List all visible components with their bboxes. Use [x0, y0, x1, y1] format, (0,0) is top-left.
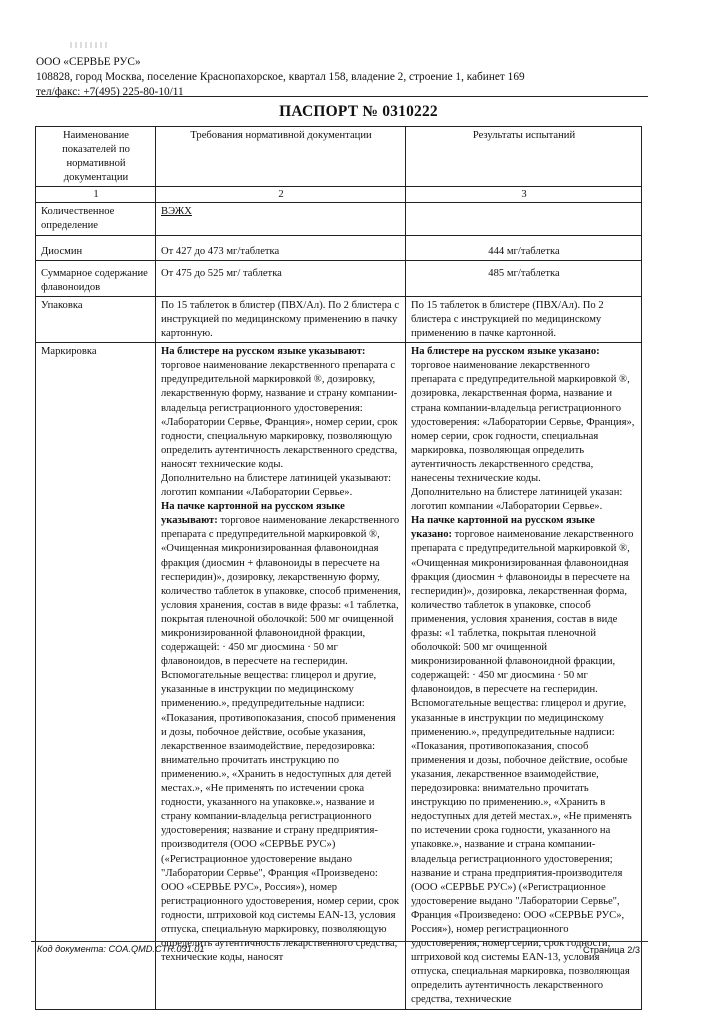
table-row-packaging: [36, 296, 642, 342]
cell-name: Количественное определение: [36, 203, 156, 235]
blister-marking-requirement: [161, 345, 401, 472]
column-header-results: Результаты испытаний: [406, 127, 642, 187]
document-title: ПАСПОРТ № 0310222: [279, 103, 438, 120]
table-header-row: [36, 127, 642, 187]
carton-text: торговое наименование лекарственного препарата с предупредительной маркировкой ®, «Очищенная микронизированная флавоноидная фракция (диосмин + флавоноиды в пересчете на гесперидин)», дозировку, лекарственную форму, количество таблеток в упаковке, способ применения, условия хранения, состав в виде фразы: «1 таблетка, покрытая пленочной оболочкой: 500 мг очищенной микронизированной флавоноидной фракции, содержащей: · 450 мг диосмина · 50 мг флавоноидов, в пересчете на гесперидин. Вспомогательные вещества: глицерол и другие, указанные в инструкции по медицинскому применению.», предупредительные надписи: «Показания, противопоказания, способ применения и дозы, побочное действие, особые указания, лекарственное взаимодействие, передозировка: внимательно прочитать инструкцию по применению.», «Хранить в недоступных для детей местах.», «Не применять по истечении срока годности, указанного на упаковке.», название и страну компании-владельца регистрационного удостоверения; название и страну предприятия-производителя (ООО «СЕРВЬЕ РУС») («Регистрационное удостоверение выдано "Лаборатории Сервье", Франция «Произведено: ООО «СЕРВЬЕ РУС», Россия»), номер регистрационного удостоверения, номер серии, срок годности, штриховой код системы EAN-13, условия отпуска, специальную маркировку, позволяющую определить аутентичность лекарственного средства, технические коды, наносят: [161, 515, 401, 964]
blister-text: торговое наименование лекарственного препарата с предупредительной маркировкой ®, дозировка, лекарственная форма, название и страна компании-владельца регистрационного удостоверения: «Лаборатории Сервье, Франция», номер серии, срок годности, специальная маркировка, позволяющая определить аутентичность лекарственного средства, нанесены технические коды.: [411, 360, 635, 484]
blister-heading: На блистере на русском языке указывают:: [161, 346, 366, 358]
cell-result: [406, 343, 642, 1009]
column-number: 3: [406, 187, 642, 203]
cell-requirement: По 15 таблеток в блистер (ПВХ/Ал). По 2 блистера с инструкцией по медицинскому применению в пачку картонную.: [156, 296, 406, 342]
column-number: 1: [36, 187, 156, 203]
method-label: ВЭЖХ: [161, 206, 192, 218]
page-number: Страница 2/3: [583, 945, 640, 955]
cell-requirement: [156, 203, 406, 235]
cell-result: 444 мг/таблетка: [406, 235, 642, 260]
company-header: [36, 55, 525, 100]
blister-marking-result: [411, 345, 637, 486]
header-divider: [36, 96, 648, 97]
blister-latin-requirement: Дополнительно на блистере латиницей указывают: логотип компании «Лаборатории Сервье».: [161, 472, 392, 499]
scan-artifact: [70, 42, 110, 48]
company-name: ООО «СЕРВЬЕ РУС»: [36, 56, 141, 68]
table-row-quantitative: [36, 203, 642, 235]
column-header-indicator: Наименование показателей по нормативной документации: [36, 127, 156, 187]
cell-requirement: От 427 до 473 мг/таблетка: [156, 235, 406, 260]
blister-latin-result: Дополнительно на блистере латиницей указан: логотип компании «Лаборатории Сервье».: [411, 487, 623, 513]
cell-result: По 15 таблеток в блистере (ПВХ/Ал). По 2 блистера с инструкцией по медицинскому применению в пачке картонной.: [406, 296, 642, 342]
document-code: Код документа: COA.QMD.CTR.031.01: [37, 944, 205, 954]
footer-divider: [31, 941, 648, 942]
blister-heading: На блистере на русском языке указано:: [411, 346, 600, 358]
table-row-marking: [36, 343, 642, 1009]
company-address: 108828, город Москва, поселение Краснопахорское, квартал 158, владение 2, строение 1, кабинет 169: [36, 71, 525, 83]
carton-marking-result: [411, 514, 637, 1007]
passport-table: [35, 126, 642, 1010]
cell-name: Диосмин: [36, 235, 156, 260]
column-number: 2: [156, 187, 406, 203]
carton-text: торговое наименование лекарственного препарата с предупредительной маркировкой ®, «Очищенная микронизированная флавоноидная фракция (диосмин + флавоноиды в пересчете на гесперидин)», дозировка, лекарственная форма, количество таблеток в упаковке, способ применения, условия хранения, состав в виде фразы: «1 таблетка, покрытая пленочной оболочкой: 500 мг очищенной микронизированной флавоноидной фракции, содержащей: · 450 мг диосмина · 50 мг флавоноидов, в пересчете на гесперидин. Вспомогательные вещества: глицерол и другие, указанные в инструкции по медицинскому применению.», предупредительные надписи: «Показания, противопоказания, способ применения и дозы, побочное действие, особые указания, лекарственное взаимодействие, передозировка: внимательно прочитать инструкцию по применению.», «Хранить в недоступных для детей местах.», «Не применять по истечении срока годности, указанного на упаковке.», название и страна компании-владельца регистрационного удостоверения; название и страна предприятия-производителя (ООО «СЕРВЬЕ РУС») («Регистрационное удостоверение выдано "Лаборатории Сервье", Франция «Произведено: ООО «СЕРВЬЕ РУС», Россия»), номер регистрационного удостоверения, номер серии, срок годности, штриховой код системы EAN-13, условия отпуска, специальная маркировка, позволяющая определить аутентичность лекарственного средства, технические: [411, 529, 634, 1006]
cell-name: Суммарное содержание флавоноидов: [36, 260, 156, 296]
carton-marking-requirement: [161, 500, 401, 965]
company-phone: тел/факс: +7(495) 225-80-10/11: [36, 86, 184, 98]
table-row-flavonoids: [36, 260, 642, 296]
carton-heading: На пачке картонной на русском языке указано:: [411, 515, 595, 541]
cell-result: 485 мг/таблетка: [406, 260, 642, 296]
carton-heading: На пачке картонной на русском языке указывают:: [161, 501, 345, 527]
cell-name: Маркировка: [36, 343, 156, 1009]
cell-requirement: От 475 до 525 мг/ таблетка: [156, 260, 406, 296]
column-number-row: [36, 187, 642, 203]
column-header-requirements: Требования нормативной документации: [156, 127, 406, 187]
cell-requirement: [156, 343, 406, 1009]
cell-result: [406, 203, 642, 235]
cell-name: Упаковка: [36, 296, 156, 342]
blister-text: торговое наименование лекарственного препарата с предупредительной маркировкой ®, дозировку, лекарственную форму, название и страну компании-владельца регистрационного удостоверения: «Лаборатории Сервье, Франция», номер серии, срок годности, специальную маркировку, позволяющую определить аутентичность лекарственного средства, наносят технические коды.: [161, 360, 398, 470]
table-row-diosmin: [36, 235, 642, 260]
